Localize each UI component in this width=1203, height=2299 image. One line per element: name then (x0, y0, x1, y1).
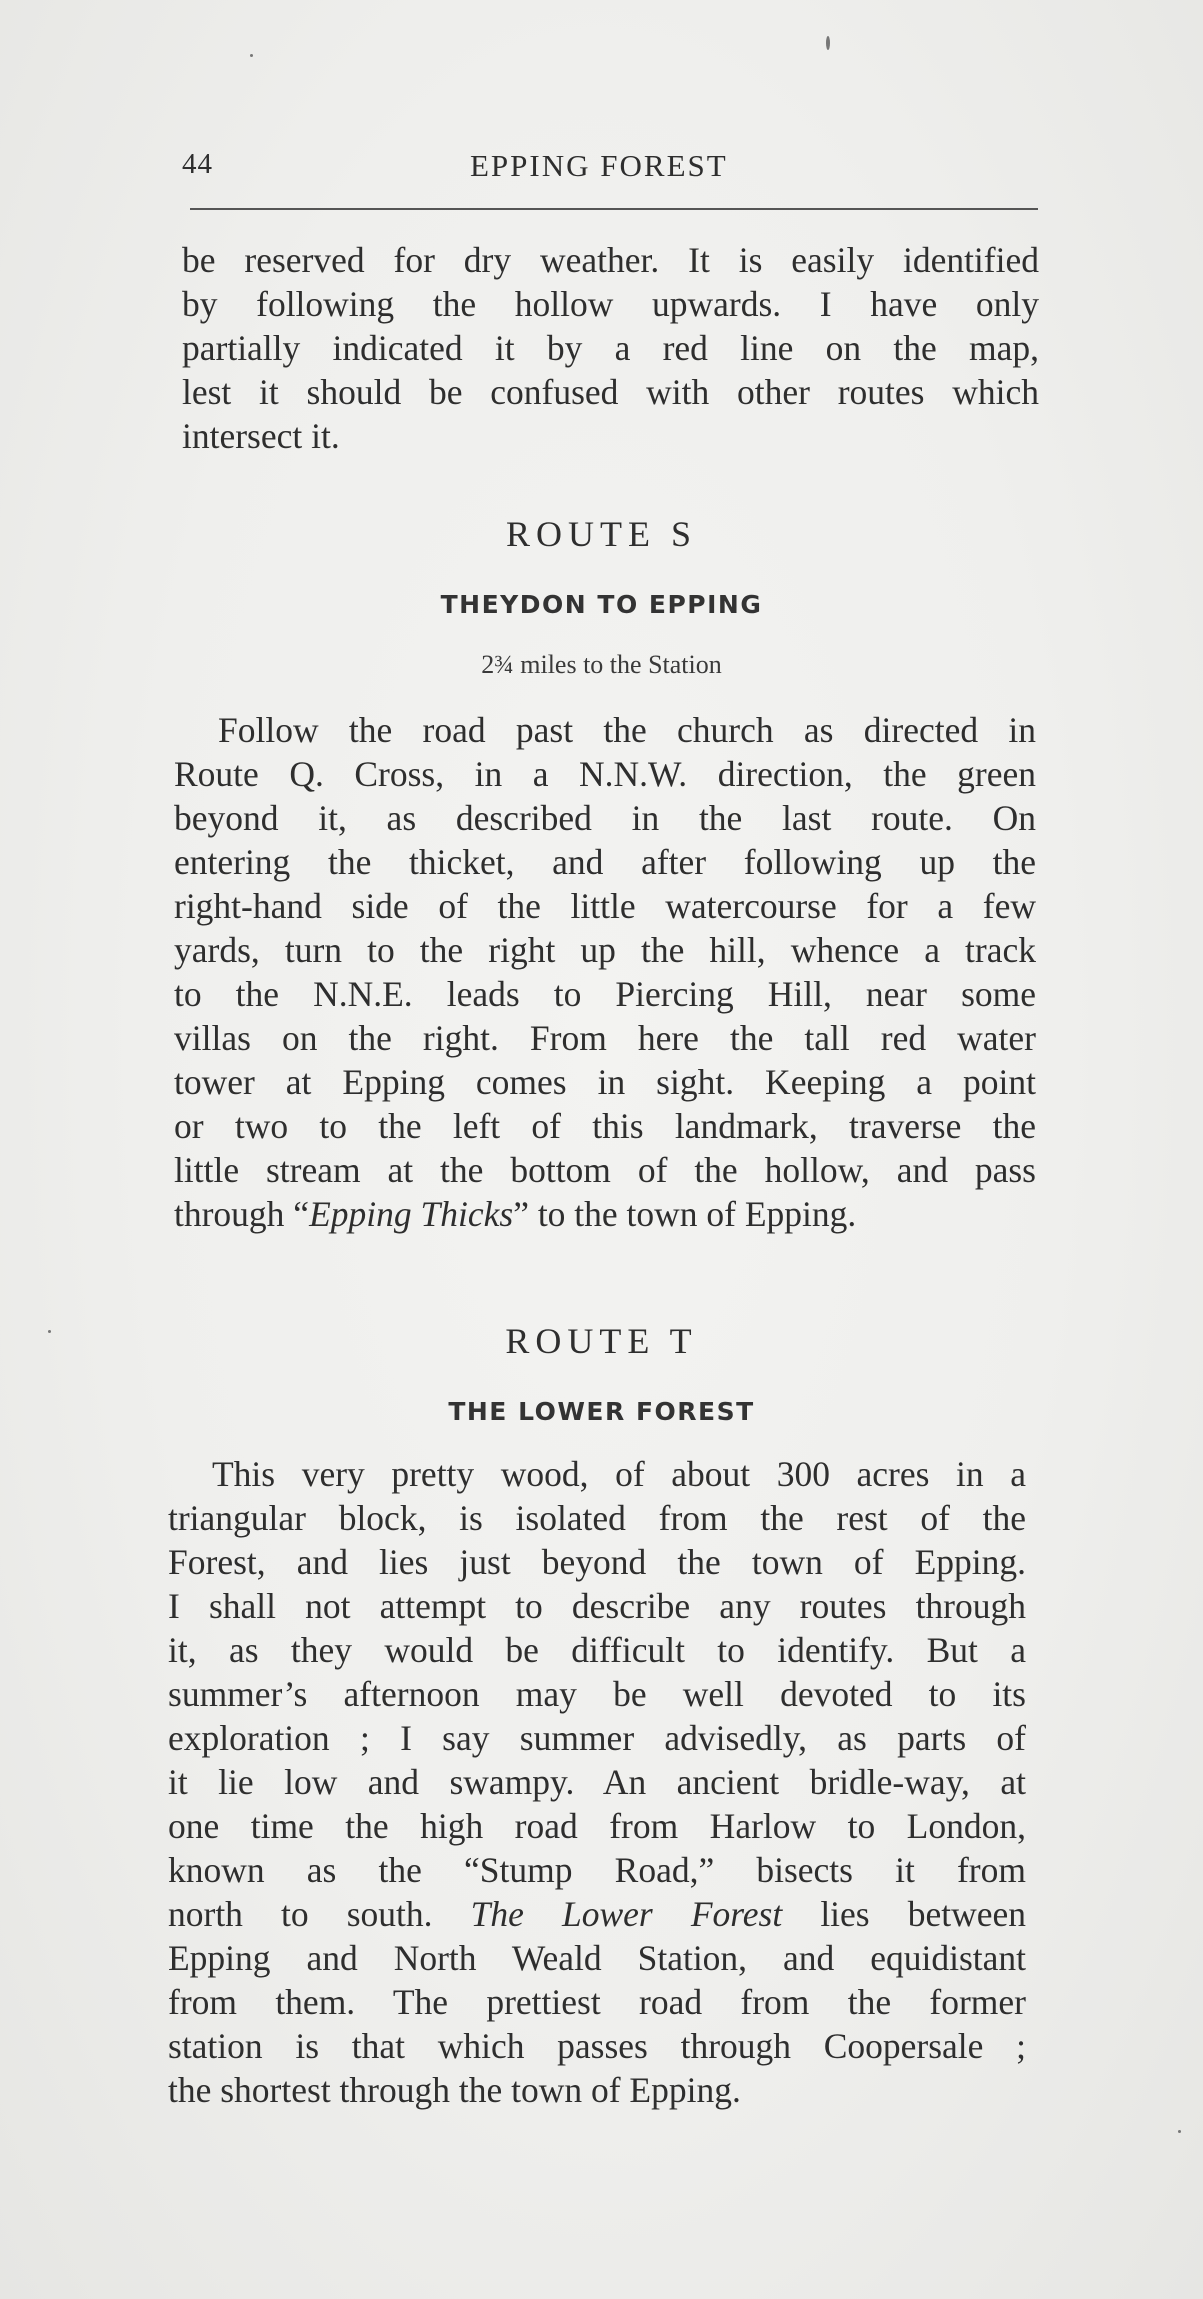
text-line: right-hand side of the little watercourse for a few (174, 886, 1036, 926)
text-line: tower at Epping comes in sight. Keeping a point (174, 1062, 1036, 1102)
text-line: Follow the road past the church as directed in (218, 710, 1036, 750)
text-run: ” to the town of Epping. (513, 1194, 857, 1234)
text-line: or two to the left of this landmark, traverse the (174, 1106, 1036, 1146)
route-s-paragraph (174, 708, 1036, 1236)
text-line: from them. The prettiest road from the former (168, 1982, 1026, 2022)
text-line: by following the hollow upwards. I have only (182, 284, 1039, 324)
text-line: villas on the right. From here the tall red water (174, 1018, 1036, 1058)
text-line: exploration ; I say summer advisedly, as parts of (168, 1718, 1026, 1758)
route-s-distance: 2¾ miles to the Station (481, 650, 722, 679)
text-line: lest it should be confused with other routes which (182, 372, 1039, 412)
route-t-subtitle: THE LOWER FOREST (448, 1397, 755, 1426)
text-line: it, as they would be difficult to identify. But a (168, 1630, 1026, 1670)
text-line: beyond it, as described in the last route. On (174, 798, 1036, 838)
text-line: intersect it. (182, 416, 340, 456)
text-line: Route Q. Cross, in a N.N.W. direction, the green (174, 754, 1036, 794)
text-line: to the N.N.E. leads to Piercing Hill, near some (174, 974, 1036, 1014)
intro-paragraph (182, 238, 1039, 458)
text-line: I shall not attempt to describe any routes through (168, 1586, 1026, 1626)
text-line (168, 1892, 1026, 1936)
scan-speck (48, 1330, 51, 1333)
text-run: lies between (782, 1894, 1026, 1934)
place-name: Epping Thicks (309, 1194, 514, 1234)
scan-speck (250, 54, 253, 57)
text-line: partially indicated it by a red line on the map, (182, 328, 1039, 368)
scan-speck (826, 36, 830, 50)
route-t-heading: ROUTE T (505, 1321, 698, 1361)
text-line: one time the high road from Harlow to London, (168, 1806, 1026, 1846)
page-header (182, 148, 1040, 188)
scan-speck (1178, 2130, 1181, 2133)
text-line: it lie low and swampy. An ancient bridle-way, at (168, 1762, 1026, 1802)
text-line: yards, turn to the right up the hill, whence a track (174, 930, 1036, 970)
text-line: triangular block, is isolated from the rest of the (168, 1498, 1026, 1538)
route-s-heading: ROUTE S (505, 514, 697, 554)
route-s-subtitle: THEYDON TO EPPING (440, 590, 763, 619)
text-line: Forest, and lies just beyond the town of Epping. (168, 1542, 1026, 1582)
text-line: station is that which passes through Coopersale ; (168, 2026, 1026, 2066)
text-run: through “ (174, 1194, 310, 1234)
text-line: Epping and North Weald Station, and equidistant (168, 1938, 1026, 1978)
text-line: This very pretty wood, of about 300 acres in a (212, 1454, 1026, 1494)
text-line: the shortest through the town of Epping. (168, 2070, 741, 2110)
text-line: summer’s afternoon may be well devoted to its (168, 1674, 1026, 1714)
route-t-paragraph (168, 1452, 1026, 2112)
header-rule (190, 208, 1038, 210)
text-run: north to south. (168, 1894, 471, 1934)
text-line: be reserved for dry weather. It is easily identified (182, 240, 1039, 280)
text-line: entering the thicket, and after following up the (174, 842, 1036, 882)
running-title: EPPING FOREST (470, 148, 728, 183)
text-line: little stream at the bottom of the hollow, and pass (174, 1150, 1036, 1190)
text-line (174, 1192, 1036, 1236)
place-name: The Lower Forest (470, 1894, 783, 1934)
page-number: 44 (182, 148, 213, 180)
text-line: known as the “Stump Road,” bisects it from (168, 1850, 1026, 1890)
